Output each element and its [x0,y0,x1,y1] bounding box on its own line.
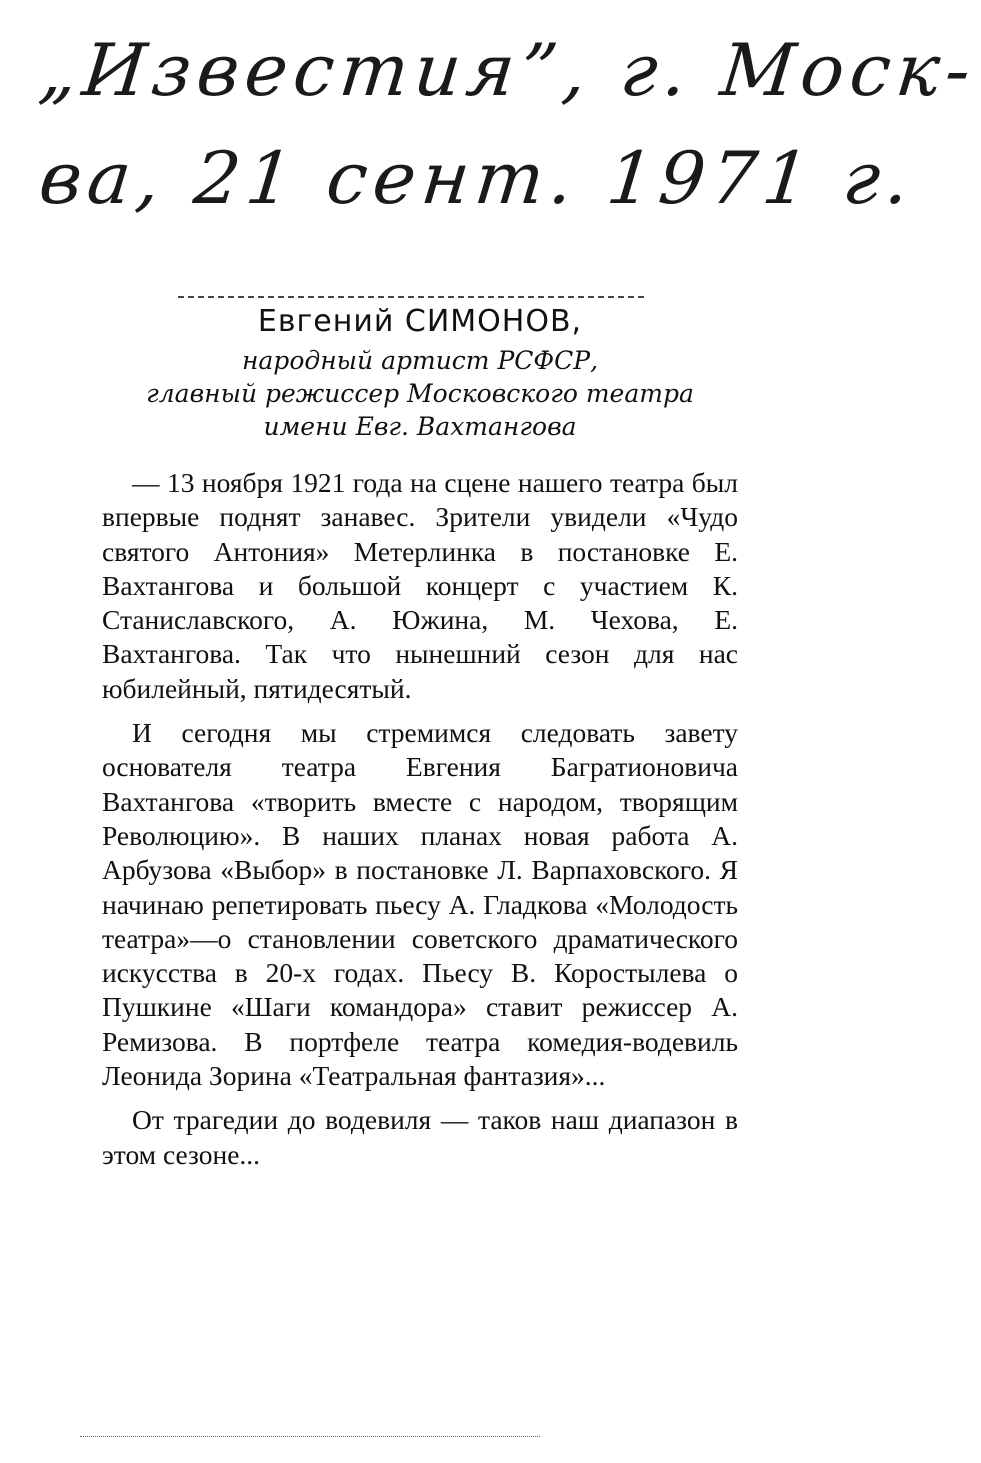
article-body [102,466,738,1182]
handwritten-line-2: ва, 21 сент. 1971 г. [35,136,920,220]
handwritten-source-note [35,20,981,228]
author-name: Евгений СИМОНОВ, [257,304,583,339]
clipping-top-rule [178,296,644,298]
handwritten-line-1: „Известия”, г. Моск- [35,28,981,112]
article-paragraph-1: — 13 ноября 1921 года на сцене нашего театра был впервые поднят занавес. Зрители увидели «Чудо святого Антония» Метерлинка в постановке Е. Вахтангова и большой концерт с участием К. Станиславского, А. Южина, М. Чехова, Е. Вахтангова. Так что нынешний сезон для нас юбилейный, пятидесятый. [102,467,738,704]
byline [100,300,740,443]
author-title-3: имени Евг. Вахтангова [263,412,577,441]
clipping-bottom-rule [80,1436,540,1437]
article-paragraph-3: От трагедии до водевиля — таков наш диапазон в этом сезоне... [102,1104,738,1170]
author-title-2: главный режиссер Московского театра [146,379,694,408]
article-paragraph-2: И сегодня мы стремимся следовать завету основателя театра Евгения Багратионовича Вахтангова «творить вместе с народом, творящим Революцию». В наших планах новая работа А. Арбузова «Выбор» в постановке Л. Варпаховского. Я начинаю репетировать пьесу А. Гладкова «Молодость театра»—о становлении советского драматического искусства в 20-х годах. Пьесу В. Коростылева о Пушкине «Шаги командора» ставит режиссер А. Ремизова. В портфеле театра комедия-водевиль Леонида Зорина «Театральная фантазия»... [102,717,738,1092]
author-title-1: народный артист РСФСР, [241,346,599,375]
